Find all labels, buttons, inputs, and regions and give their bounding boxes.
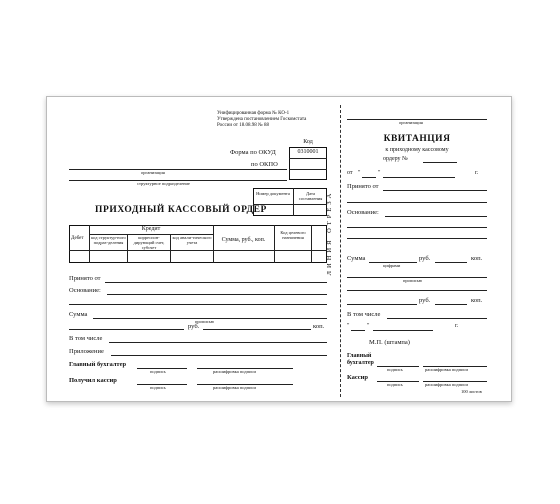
receipt-subtitle-2: ордеру № xyxy=(383,156,408,162)
chief-accountant-decode-caption: расшифровка подписи xyxy=(213,369,256,374)
kop-label: коп. xyxy=(313,323,325,330)
organization-caption: организация xyxy=(141,170,165,175)
receipt-basis-line-2[interactable] xyxy=(347,227,487,228)
cell-purpose-code[interactable] xyxy=(274,251,311,263)
receipt-in-words-line-2[interactable] xyxy=(347,290,487,291)
receipt-rub-label-2: руб. xyxy=(419,297,431,304)
receipt-in-words-line-3[interactable] xyxy=(347,304,417,305)
attachment-line[interactable] xyxy=(111,355,327,356)
receipt-stamp-label: М.П. (штампа) xyxy=(369,339,410,346)
including-label: В том числе xyxy=(69,335,103,342)
col-sum: Сумма, руб., коп. xyxy=(221,237,266,243)
basis-line-2[interactable] xyxy=(69,304,327,305)
cash-receipt-order-form xyxy=(46,96,512,402)
col-analytic-code: код анали-тического учета xyxy=(172,235,212,245)
receipt-chief-accountant-label-2: бухгалтер xyxy=(347,360,374,366)
chief-accountant-signature-caption: подпись xyxy=(150,369,166,374)
rub-label: руб. xyxy=(188,323,200,330)
doc-date-label: Дата составления xyxy=(298,191,323,201)
receipt-basis-line-1[interactable] xyxy=(385,216,487,217)
receipt-month-line[interactable] xyxy=(383,177,455,178)
col-sub-struct: код структур-ного подраз-деления xyxy=(91,235,126,245)
receipt-received-from-label: Принято от xyxy=(347,183,379,190)
receipt-including-line[interactable] xyxy=(387,318,487,319)
okud-value: 0310001 xyxy=(297,149,319,155)
receipt-rub-label: руб. xyxy=(419,255,431,262)
okpo-label: по ОКПО xyxy=(251,161,278,168)
receipt-date-quote-close: " xyxy=(367,323,370,329)
receipt-sum-label: Сумма xyxy=(347,255,366,262)
receipt-in-words-caption: прописью xyxy=(403,278,423,283)
col-corr-account: корреспон-дирующий счет, субсчет xyxy=(133,235,165,250)
doc-date-input[interactable] xyxy=(293,205,327,216)
page-title: ПРИХОДНЫЙ КАССОВЫЙ ОРДЕР xyxy=(95,205,267,215)
receipt-chief-decode-caption: расшифровка подписи xyxy=(425,367,468,372)
col-credit: Кредит xyxy=(141,226,161,232)
cut-line xyxy=(340,105,341,397)
receipt-rub-line-2[interactable] xyxy=(435,304,467,305)
cell-debit[interactable] xyxy=(69,251,89,263)
sum-rub-line[interactable] xyxy=(203,329,311,330)
cell-corr-account[interactable] xyxy=(127,251,170,263)
col-debit: Дебет xyxy=(71,236,84,241)
receipt-cashier-decode-caption: расшифровка подписи xyxy=(425,382,468,387)
receipt-date-month-line[interactable] xyxy=(373,330,433,331)
receipt-cashier-signature-caption: подпись xyxy=(387,382,403,387)
doc-number-label: Номер документа xyxy=(256,191,290,196)
receipt-year-label: г. xyxy=(475,170,479,176)
cashier-received-label: Получил кассир xyxy=(69,377,117,384)
okud-label: Форма по ОКУД xyxy=(230,149,276,156)
form-line-2: Утверждена постановлением Госкомстата xyxy=(217,117,307,122)
receipt-digits-caption: цифрами xyxy=(383,263,401,268)
subdivision-caption: структурное подразделение xyxy=(137,181,190,186)
receipt-kop-label: коп. xyxy=(471,255,483,262)
cell-sub-struct[interactable] xyxy=(89,251,127,263)
including-line[interactable] xyxy=(109,342,327,343)
received-from-label: Принято от xyxy=(69,275,101,282)
receipt-date-year-label: г. xyxy=(455,323,459,329)
sheets-count: 100 листов xyxy=(461,389,482,394)
receipt-organization-caption: организация xyxy=(399,120,423,125)
cell-analytic-code[interactable] xyxy=(170,251,213,263)
receipt-date-day-line[interactable] xyxy=(351,330,365,331)
receipt-title: КВИТАНЦИЯ xyxy=(383,134,451,144)
receipt-from-label: от xyxy=(347,170,353,176)
form-line-3: России от 18.08.98 № 88 xyxy=(217,123,269,128)
receipt-basis-line-3[interactable] xyxy=(347,238,487,239)
receipt-order-number-line[interactable] xyxy=(423,162,457,163)
organization-line[interactable] xyxy=(69,169,287,170)
sum-label: Сумма xyxy=(69,311,88,318)
receipt-rub-line[interactable] xyxy=(435,262,467,263)
kod-label: Код xyxy=(303,139,313,145)
receipt-quote-close: " xyxy=(378,170,381,176)
cell-sum[interactable] xyxy=(213,251,274,263)
sum-line-2[interactable] xyxy=(69,329,184,330)
receipt-chief-accountant-label-1: Главный xyxy=(347,353,372,359)
cashier-signature-caption: подпись xyxy=(150,385,166,390)
attachment-label: Приложение xyxy=(69,348,104,355)
receipt-quote-open: " xyxy=(358,170,361,176)
receipt-basis-label: Основание: xyxy=(347,209,379,216)
receipt-kop-label-2: коп. xyxy=(471,297,483,304)
col-purpose-code: Код целевого назначения xyxy=(280,230,306,240)
cashier-decode-caption: расшифровка подписи xyxy=(213,385,256,390)
form-line-1: Унифицированная форма № КО-1 xyxy=(217,111,290,116)
sum-in-words-caption: прописью xyxy=(195,319,215,324)
receipt-cashier-label: Кассир xyxy=(347,374,369,381)
receipt-day-line[interactable] xyxy=(362,177,376,178)
basis-label: Основание: xyxy=(69,287,101,294)
cut-line-label: ЛИНИЯ ОТРЕЗА xyxy=(326,190,333,276)
chief-accountant-label: Главный бухгалтер xyxy=(69,361,127,368)
basis-line-1[interactable] xyxy=(107,294,327,295)
receipt-including-label: В том числе xyxy=(347,311,381,318)
receipt-chief-signature-caption: подпись xyxy=(387,367,403,372)
receipt-received-from-line-2[interactable] xyxy=(347,202,487,203)
received-from-line[interactable] xyxy=(105,282,327,283)
receipt-date-quote-open: " xyxy=(347,323,350,329)
receipt-received-from-line[interactable] xyxy=(383,190,487,191)
receipt-subtitle-1: к приходному кассовому xyxy=(385,147,449,153)
